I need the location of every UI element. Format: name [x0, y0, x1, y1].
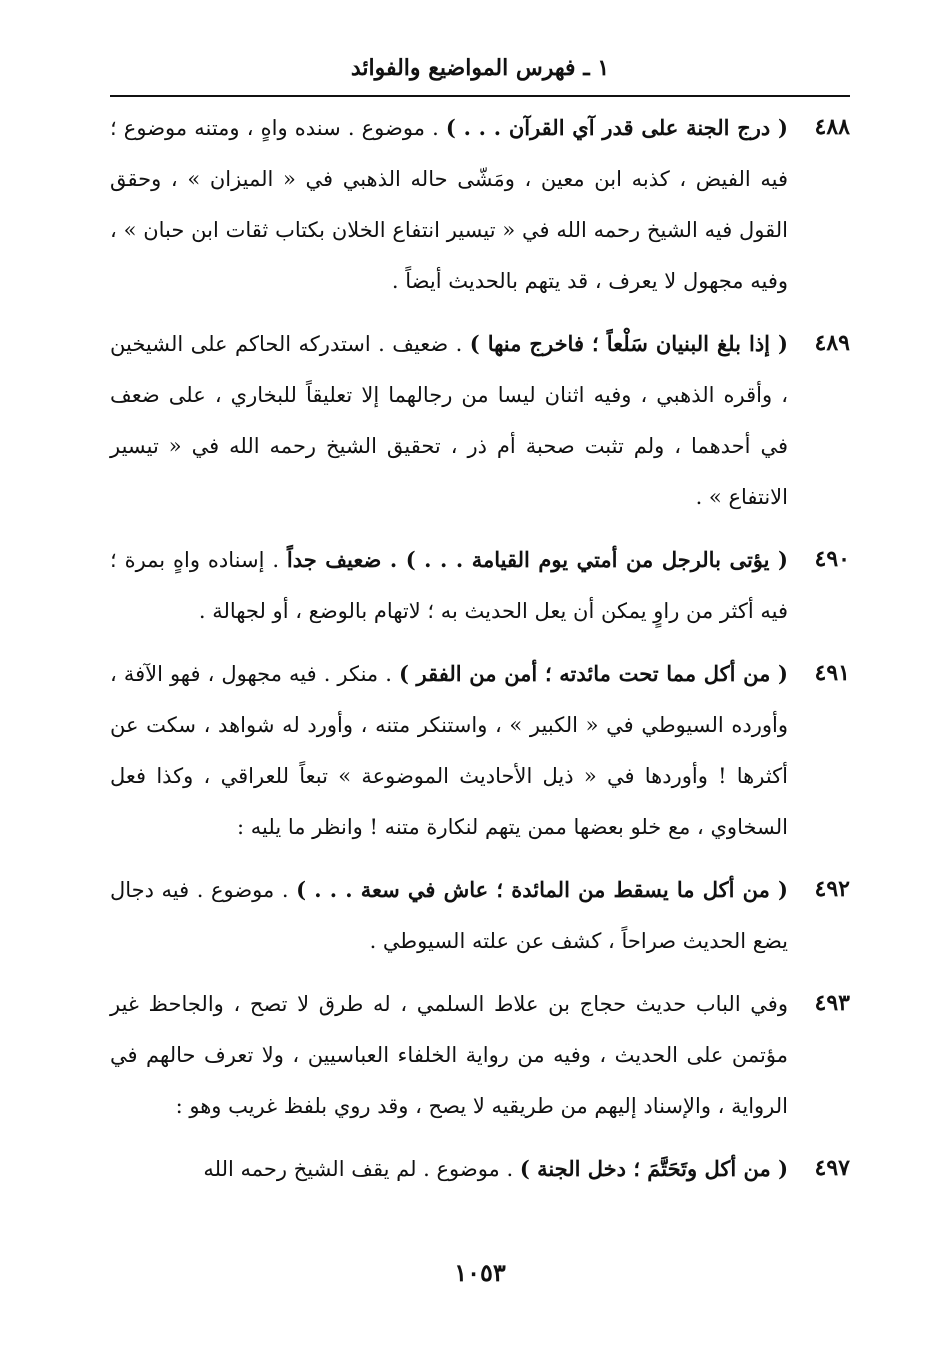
entry-491 — [110, 648, 850, 853]
page-number: ١٠٥٣ — [454, 1258, 506, 1287]
entry-text — [110, 864, 788, 967]
entry-number: ٤٩٢ — [814, 876, 850, 902]
entry-492 — [110, 864, 850, 967]
entry-title: ( درج الجنة على قدر آي القرآن . . . ) — [445, 115, 788, 140]
entry-body: . منكر . فيه مجهول ، فهو الآفة ، وأورده السيوطي في « الكبير » ، واستنكر متنه ، وأورد له شواهد ، سكت عن أكثرها ! وأوردها في « ذيل الأحاديث الموضوعة » تبعاً للعراقي ، وكذا فعل السخاوي ، مع خلو بعضها ممن يتهم لنكارة متنه ! وانظر ما يليه : — [110, 662, 788, 839]
entry-title: ( من أكل ما يسقط من المائدة ؛ عاش في سعة . . . ) — [296, 877, 788, 902]
entry-body: وفي الباب حديث حجاج بن علاط السلمي ، له طرق لا تصح ، والجاحظ غير مؤتمن على الحديث ، وفيه من رواية الخلفاء العباسيين ، ولا تعرف حالهم في الرواية ، والإسناد إليهم من طريقيه لا يصح ، وقد روي بلفظ غريب وهو : — [110, 992, 788, 1118]
entry-body: . إسناده واهٍ بمرة ؛ فيه أكثر من راوٍ يمكن أن يعل الحديث به ؛ لاتهام بالوضع ، أو لجهالة . — [110, 548, 788, 623]
entry-body: . ضعيف . استدركه الحاكم على الشيخين ، وأقره الذهبي ، وفيه اثنان ليسا من رجالهما إلا تعليقاً للبخاري ، على ضعف في أحدهما ، ولم تثبت صحبة أم ذر ، تحقيق الشيخ رحمه الله في « تيسير الانتفاع » . — [110, 332, 788, 509]
entry-text — [110, 978, 788, 1132]
entry-number: ٤٨٩ — [814, 330, 850, 356]
entries-list — [110, 102, 850, 1206]
entry-text — [110, 1143, 788, 1195]
entry-text — [110, 102, 788, 307]
running-header: ١ ـ فهرس المواضيع والفوائد — [350, 55, 610, 81]
entry-title: ( يؤتى بالرجل من أمتي يوم القيامة . . . ) . ضعيف جداً — [286, 547, 788, 572]
entry-title: ( إذا بلغ البنيان سَلْعاً ؛ فاخرج منها ) — [469, 331, 788, 356]
entry-number: ٤٩١ — [814, 660, 850, 686]
entry-number: ٤٩٧ — [814, 1155, 850, 1181]
entry-body: . موضوع . لم يقف الشيخ رحمه الله — [203, 1157, 520, 1181]
entry-497 — [110, 1143, 850, 1195]
entry-number: ٤٩٠ — [814, 546, 850, 572]
entry-488 — [110, 102, 850, 307]
entry-title: ( من أكل مما تحت مائدته ؛ أمن من الفقر ) — [398, 661, 788, 686]
entry-490 — [110, 534, 850, 637]
entry-489 — [110, 318, 850, 523]
entry-493 — [110, 978, 850, 1132]
header-divider — [110, 95, 850, 97]
entry-body: . موضوع . فيه دجال يضع الحديث صراحاً ، كشف عن علته السيوطي . — [110, 878, 788, 953]
entry-number: ٤٩٣ — [814, 990, 850, 1016]
entry-body: . موضوع . سنده واهٍ ، ومتنه موضوع ؛ فيه الفيض ، كذبه ابن معين ، ومَشّى حاله الذهبي في « الميزان » ، وحقق القول فيه الشيخ رحمه الله في « تيسير انتفاع الخلان بكتاب ثقات ابن حبان » ، وفيه مجهول لا يعرف ، قد يتهم بالحديث أيضاً . — [110, 116, 788, 293]
entry-text — [110, 318, 788, 523]
entry-number: ٤٨٨ — [814, 114, 850, 140]
entry-title: ( من أكل وتَحَتَّمَ ؛ دخل الجنة ) — [519, 1156, 788, 1181]
entry-text — [110, 648, 788, 853]
entry-text — [110, 534, 788, 637]
